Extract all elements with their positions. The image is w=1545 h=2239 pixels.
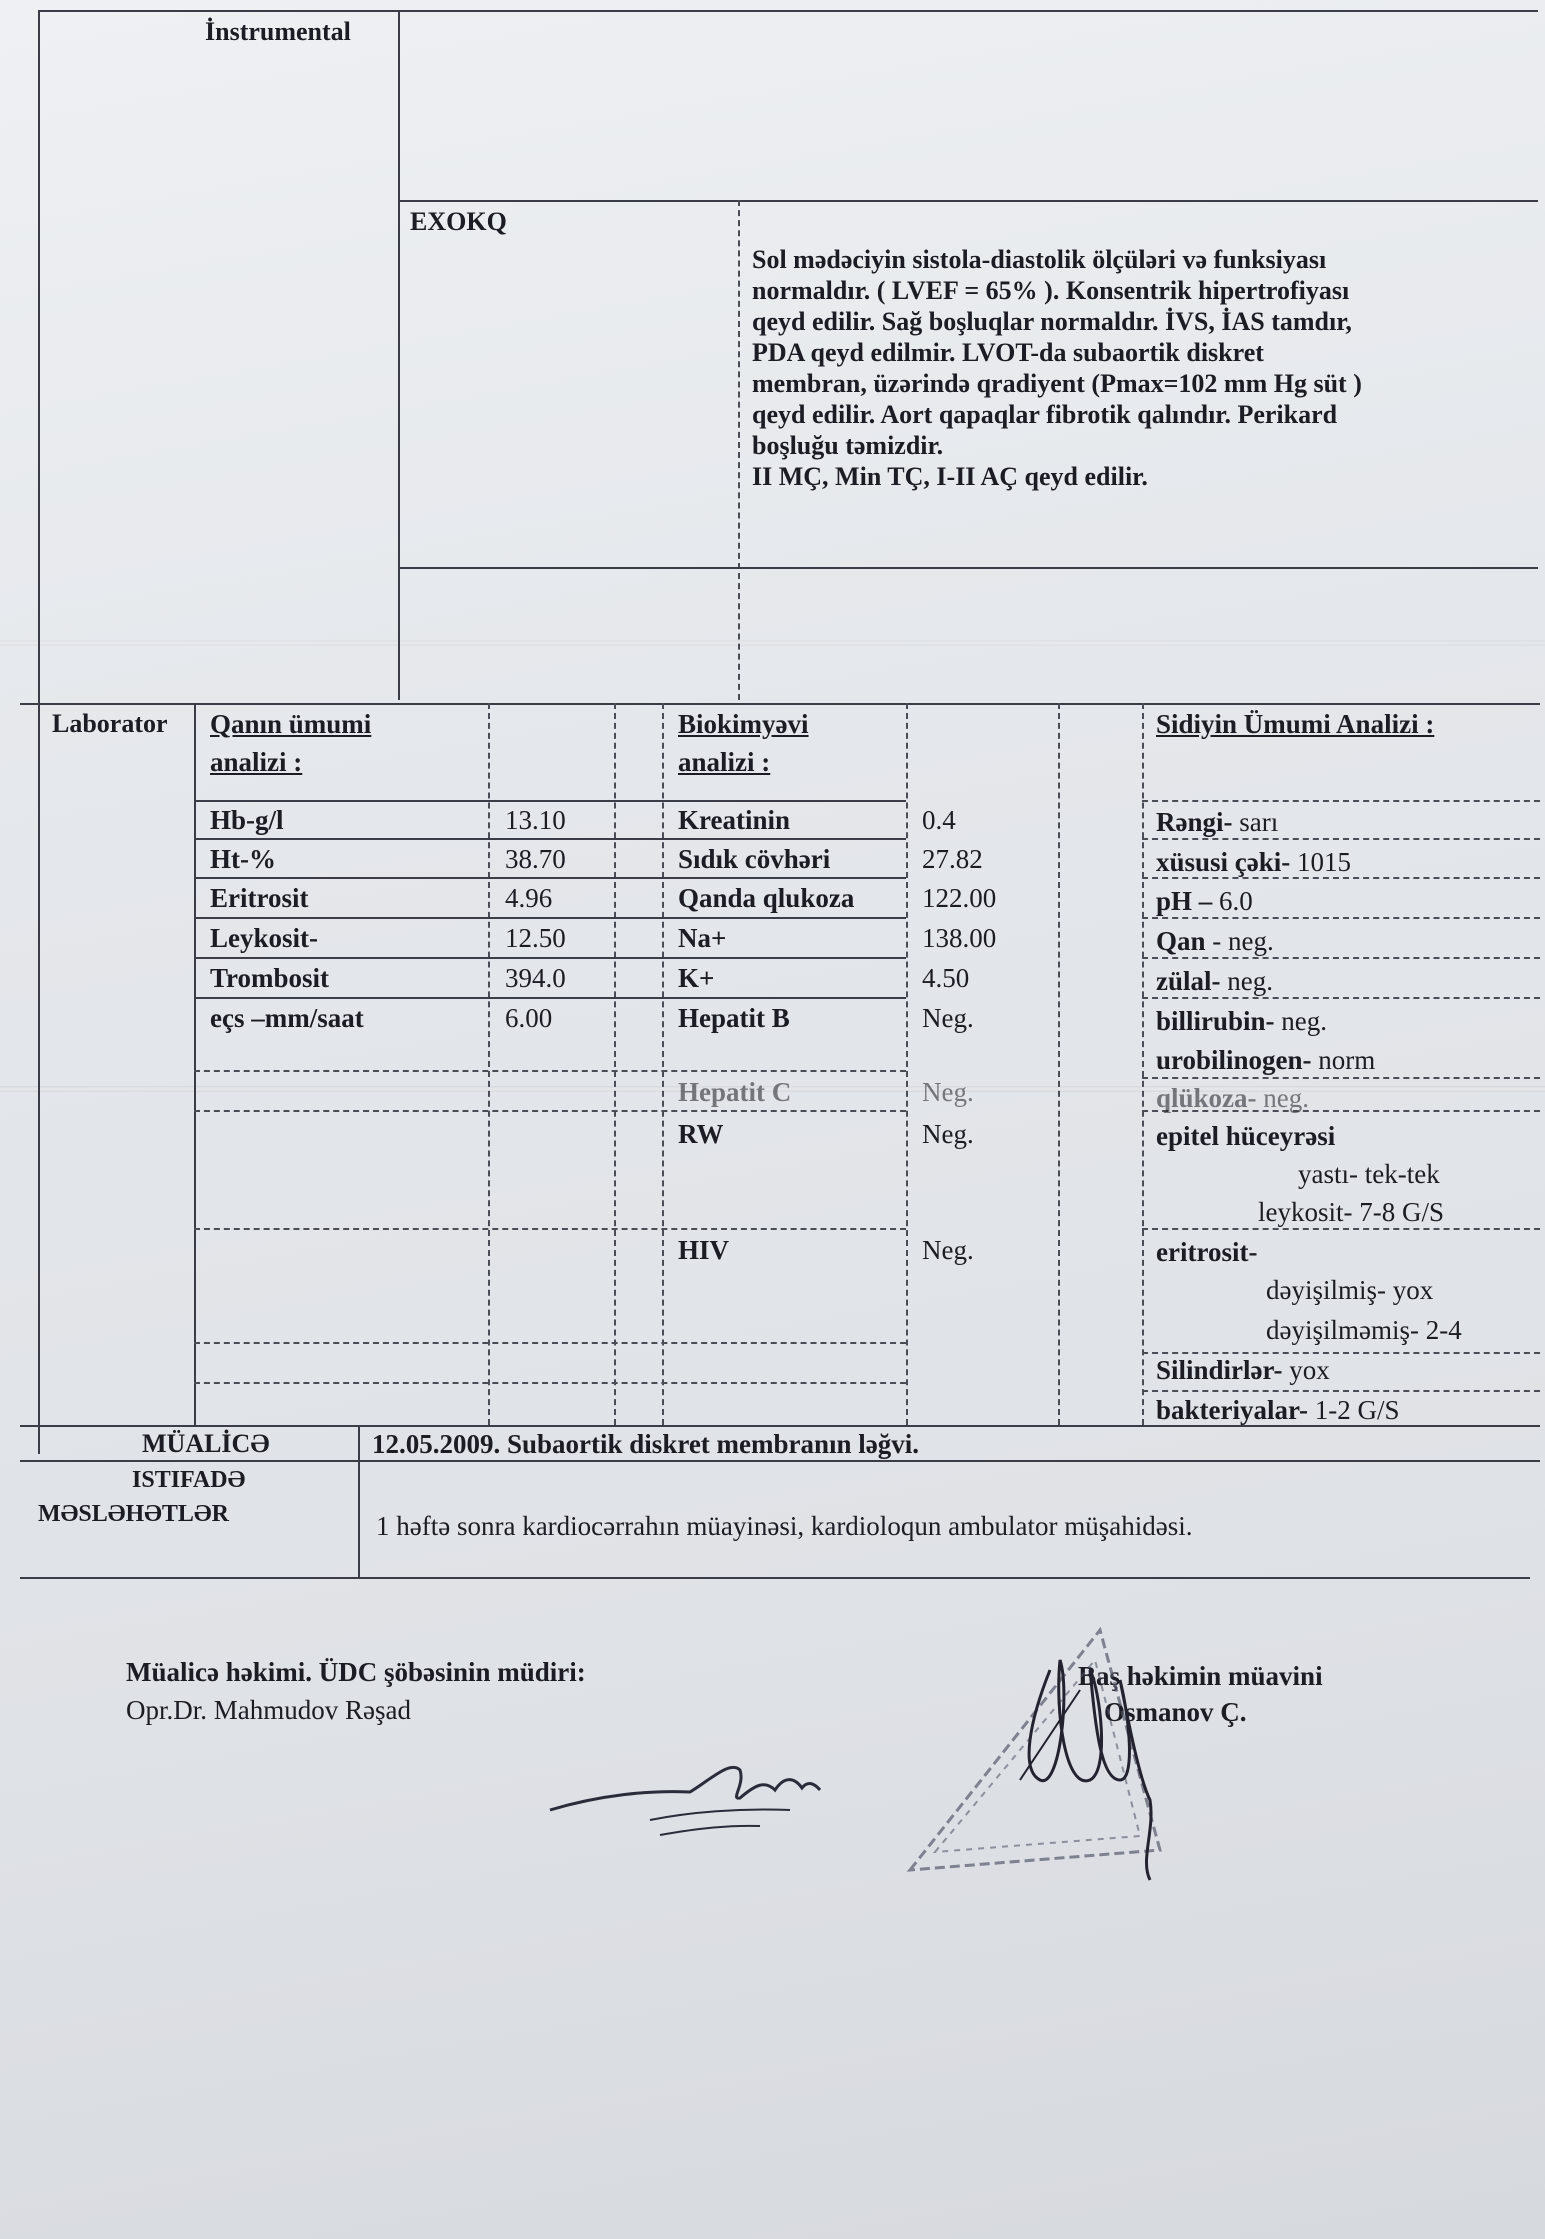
row-line <box>1142 800 1540 802</box>
row-line <box>194 800 906 802</box>
exokq-line: PDA qeyd edilmir. LVOT-da subaortik diskret <box>752 338 1264 367</box>
left-signature <box>540 1740 840 1850</box>
row-line <box>194 1342 906 1344</box>
blood-value: 4.96 <box>505 883 553 913</box>
top-border <box>38 10 1538 12</box>
urine-row: pH – 6.0 <box>1156 886 1253 916</box>
treatment-bottom-line <box>20 1460 1540 1462</box>
biochem-param: Na+ <box>678 923 727 953</box>
treatment-top-line <box>20 1425 1540 1427</box>
row-line <box>1142 917 1540 919</box>
row-line <box>194 1070 906 1072</box>
row-line <box>194 877 906 879</box>
blood-param: Hb-g/l <box>210 805 284 835</box>
biochem-param: Sıdık cövhəri <box>678 844 831 874</box>
blood-param: Trombosit <box>210 963 330 993</box>
lab-col-divider <box>614 703 616 1425</box>
biochem-value: Neg. <box>922 1235 974 1265</box>
exokq-line: normaldır. ( LVEF = 65% ). Konsentrik hipertrofiyası <box>752 276 1350 305</box>
biochem-param: Kreatinin <box>678 805 791 835</box>
blood-param: Ht-% <box>210 844 276 874</box>
laborator-top-line <box>20 703 1540 705</box>
biochem-header-2: analizi : <box>678 747 771 777</box>
biochem-header: Biokimyəvi <box>678 709 809 739</box>
blood-value: 38.70 <box>505 844 566 874</box>
exokq-line: Sol mədəciyin sistola-diastolik ölçüləri və funksiyası <box>752 245 1327 274</box>
blood-value: 394.0 <box>505 963 566 993</box>
exokq-divider <box>738 200 740 700</box>
laborator-label: Laborator <box>52 709 168 738</box>
biochem-value: Neg. <box>922 1077 974 1107</box>
right-signer-name: Osmanov Ç. <box>1104 1697 1247 1727</box>
exokq-line: qeyd edilir. Aort qapaqlar fibrotik qalındır. Perikard <box>752 400 1338 429</box>
biochem-value: 4.50 <box>922 963 970 993</box>
urine-row: leykosit- 7-8 G/S <box>1258 1197 1445 1227</box>
biochem-value: 122.00 <box>922 883 997 913</box>
left-border <box>38 10 40 1454</box>
advice-label: ISTIFADƏ <box>132 1467 246 1493</box>
blood-value: 12.50 <box>505 923 566 953</box>
urine-row: xüsusi çəki- 1015 <box>1156 847 1352 877</box>
blood-value: 6.00 <box>505 1003 553 1033</box>
biochem-value: Neg. <box>922 1119 974 1149</box>
treatment-divider <box>358 1425 360 1577</box>
row-line <box>1142 997 1540 999</box>
biochem-param: RW <box>678 1119 724 1149</box>
advice-text: 1 həftə sonra kardiocərrahın müayinəsi, kardioloqun ambulator müşahidəsi. <box>376 1511 1193 1541</box>
urine-row: dəyişilməmiş- 2-4 <box>1266 1315 1462 1345</box>
urine-row: bakteriyalar- 1-2 G/S <box>1156 1395 1400 1425</box>
urine-row: qlükoza- neg. <box>1156 1083 1310 1113</box>
lab-col-divider <box>662 703 664 1425</box>
row-line <box>1142 838 1540 840</box>
lab-col-divider <box>488 703 490 1425</box>
row-line <box>194 997 906 999</box>
left-signer-name: Opr.Dr. Mahmudov Rəşad <box>126 1695 411 1725</box>
exokq-top-line <box>398 200 1538 202</box>
exokq-findings <box>752 244 1532 492</box>
biochem-param: Hepatit C <box>678 1077 792 1107</box>
urine-row: billirubin- neg. <box>1156 1006 1328 1036</box>
blood-param: Eritrosit <box>210 883 309 913</box>
exokq-line: boşluğu təmizdir. <box>752 431 944 460</box>
biochem-value: 27.82 <box>922 844 983 874</box>
blood-param: eçs –mm/saat <box>210 1003 364 1033</box>
urine-row: dəyişilmiş- yox <box>1266 1275 1434 1305</box>
blood-value: 13.10 <box>505 805 566 835</box>
treatment-label: MÜALİCƏ <box>142 1429 270 1458</box>
row-line <box>194 1110 906 1112</box>
exokq-line: membran, üzərində qradiyent (Pmax=102 mm Hg süt ) <box>752 369 1362 398</box>
row-line <box>194 1382 906 1384</box>
advice-label-2: MƏSLƏHƏTLƏR <box>38 1501 229 1527</box>
row-line <box>194 917 906 919</box>
row-line <box>1142 1390 1540 1392</box>
biochem-value: 138.00 <box>922 923 997 953</box>
lab-col-divider <box>1058 703 1060 1425</box>
urine-row: Rəngi- sarı <box>1156 807 1279 837</box>
urine-row: Qan - neg. <box>1156 926 1274 956</box>
right-signature <box>1000 1630 1180 1890</box>
advice-bottom-line <box>20 1577 1530 1579</box>
urine-row: yastı- tek-tek <box>1298 1159 1440 1189</box>
lab-col-divider <box>1142 703 1144 1425</box>
urine-row: zülal- neg. <box>1156 966 1273 996</box>
left-signer-title: Müalicə həkimi. ÜDC şöbəsinin müdiri: <box>126 1657 586 1687</box>
row-line <box>194 1228 906 1230</box>
biochem-value: 0.4 <box>922 805 956 835</box>
biochem-param: HIV <box>678 1235 730 1265</box>
blood-header-2: analizi : <box>210 747 303 777</box>
row-line <box>1142 957 1540 959</box>
blood-header: Qanın ümumi <box>210 709 372 739</box>
lab-col-divider <box>906 703 908 1425</box>
row-line <box>194 957 906 959</box>
urine-header: Sidiyin Ümumi Analizi : <box>1156 709 1435 739</box>
exokq-bottom-line <box>398 567 1538 569</box>
instrumental-divider <box>398 10 400 700</box>
row-line <box>1142 1077 1540 1079</box>
paper-fold <box>0 640 1545 646</box>
biochem-value: Neg. <box>922 1003 974 1033</box>
exokq-line: II MÇ, Min TÇ, I-II AÇ qeyd edilir. <box>752 462 1148 491</box>
biochem-param: Hepatit B <box>678 1003 790 1033</box>
urine-row: eritrosit- <box>1156 1237 1258 1267</box>
exokq-label: EXOKQ <box>410 207 507 236</box>
urine-row: epitel hüceyrəsi <box>1156 1121 1336 1151</box>
instrumental-label: İnstrumental <box>205 17 351 46</box>
row-line <box>194 838 906 840</box>
exokq-line: qeyd edilir. Sağ boşluqlar normaldır. İVS, İAS tamdır, <box>752 307 1352 336</box>
biochem-param: K+ <box>678 963 715 993</box>
biochem-param: Qanda qlukoza <box>678 883 855 913</box>
right-signer-title: Baş həkimin müavini <box>1078 1661 1323 1691</box>
blood-param: Leykosit- <box>210 923 318 953</box>
treatment-text: 12.05.2009. Subaortik diskret membranın ləğvi. <box>372 1429 920 1459</box>
urine-row: Silindirlər- yox <box>1156 1355 1330 1385</box>
row-line <box>1142 1228 1540 1230</box>
lab-col-divider <box>194 703 196 1425</box>
urine-row: urobilinogen- norm <box>1156 1045 1376 1075</box>
